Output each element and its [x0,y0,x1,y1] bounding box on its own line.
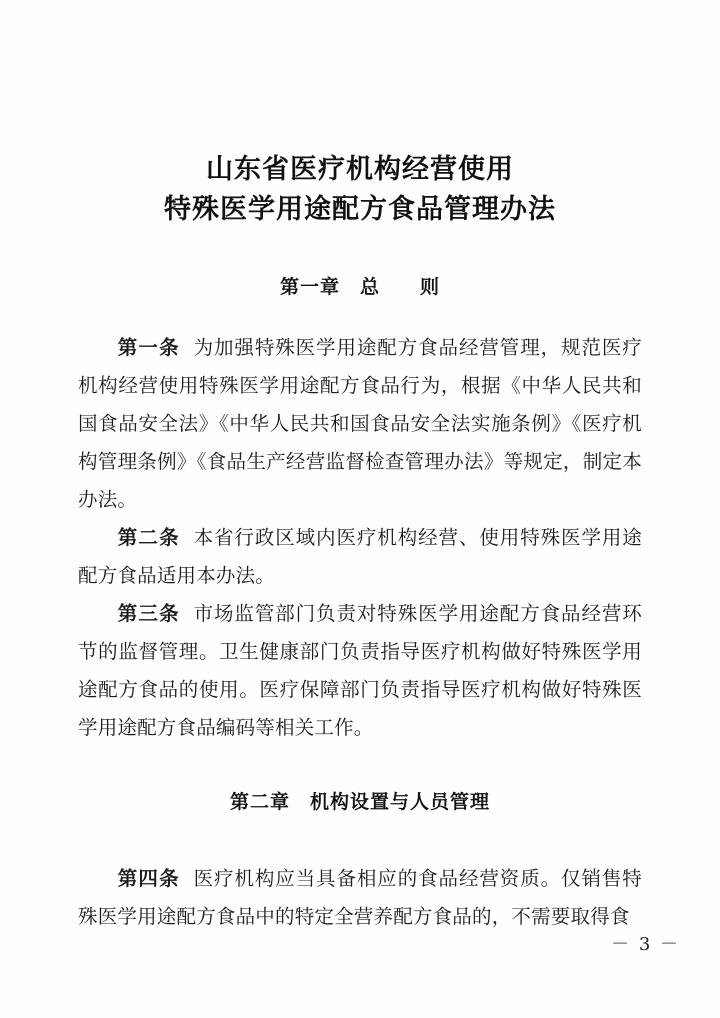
article-text: 市场监管部门负责对特殊医学用途配方食品经营环节的监督管理。卫生健康部门负责指导医疗机构做好特殊医学用途配方食品的使用。医疗保障部门负责指导医疗机构做好特殊医学用途配方食品编码等相关工作。 [78,602,642,739]
page-number: － 3 － [611,934,680,955]
article-label: 第一条 [117,336,180,359]
article-label: 第二条 [117,526,180,549]
chapter-heading-1: 第一章 总 则 [279,276,440,298]
title-line-2: 特殊医学用途配方食品管理办法 [164,194,556,225]
article-text: 本省行政区域内医疗机构经营、使用特殊医学用途配方食品适用本办法。 [78,526,642,587]
document-title [78,150,642,230]
article-paragraph [78,860,642,936]
chapter-heading-2: 第二章 机构设置与人员管理 [229,791,490,813]
article-paragraph [78,329,642,519]
article-text: 医疗机构应当具备相应的食品经营资质。仅销售特殊医学用途配方食品中的特定全营养配方食品的，不需要取得食 [78,867,642,928]
article-label: 第三条 [117,602,180,625]
title-line-1: 山东省医疗机构经营使用 [206,154,514,185]
article-paragraph [78,595,642,747]
article-text: 为加强特殊医学用途配方食品经营管理，规范医疗机构经营使用特殊医学用途配方食品行为，根据《中华人民共和国食品安全法》《中华人民共和国食品安全法实施条例》《医疗机构管理条例》《食品生产经营监督检查管理办法》等规定，制定本办法。 [78,336,642,511]
article-paragraph [78,519,642,595]
article-label: 第四条 [117,867,180,890]
page-content [78,0,642,1018]
